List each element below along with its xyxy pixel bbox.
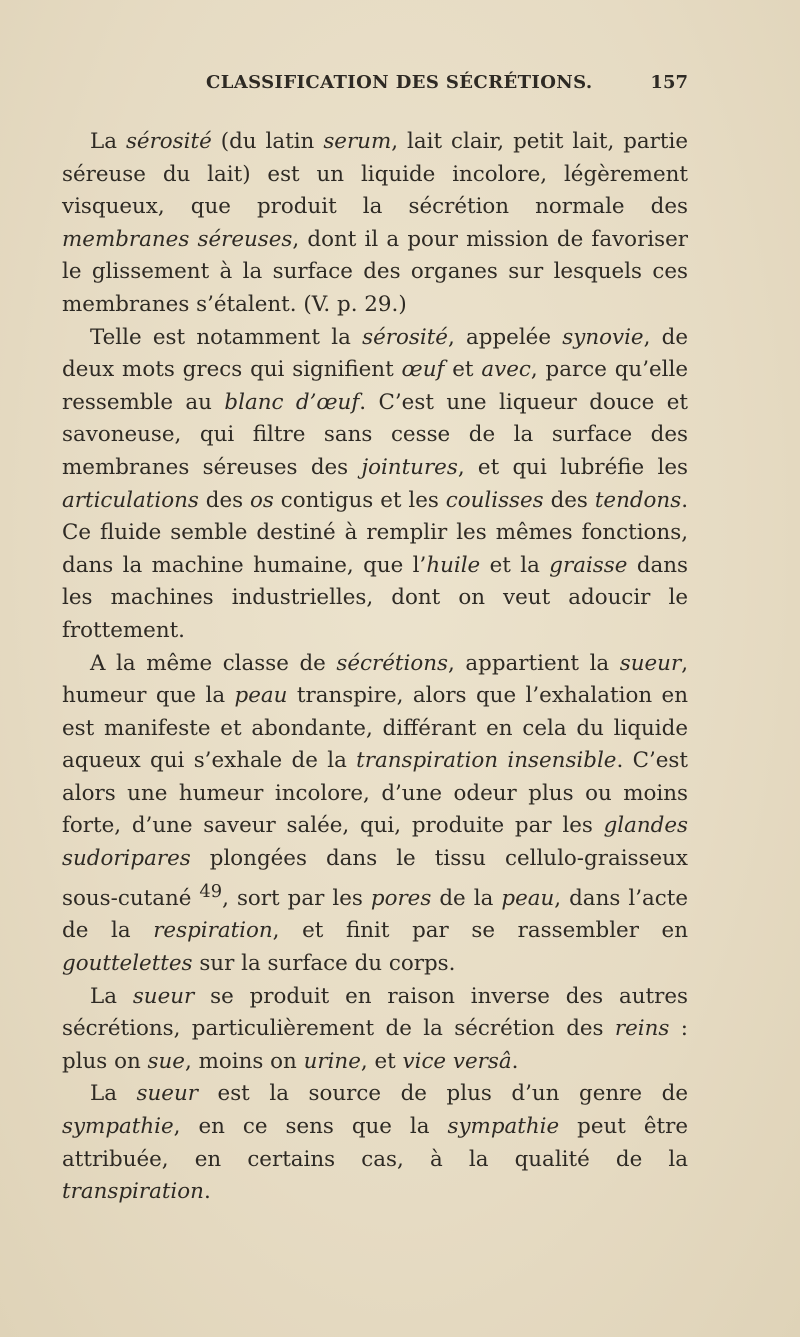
italic-term: membranes séreuses (62, 226, 293, 252)
text-run: , humeur que la (62, 650, 688, 709)
text-run: et la (480, 552, 550, 578)
paragraph (62, 126, 688, 322)
paragraph (62, 981, 688, 1079)
italic-term: sécrétions (336, 650, 448, 676)
text-run: : plus on (62, 1016, 688, 1074)
text-run: , sort par les (222, 885, 371, 911)
text-run: . C’est alors une humeur incolore, d’une odeur plus ou moins forte, d’une saveur salée, qui, produite par les (62, 748, 688, 839)
italic-term: sue (147, 1048, 185, 1074)
text-run: , parce qu’elle ressemble au (62, 357, 689, 415)
italic-term: sérosité (125, 129, 212, 154)
text-run: , moins on (184, 1048, 304, 1074)
text-run: des (198, 487, 250, 513)
text-run: sur la surface du corps. (192, 950, 456, 976)
italic-term: graisse (549, 552, 628, 578)
text-run: , et qui lubréfie les (457, 454, 688, 480)
italic-term: transpiration insensible (356, 748, 617, 774)
italic-term: glandes sudoripares (62, 813, 688, 872)
text-run: peut être attribuée, en certains cas, à la qualité de la (62, 1113, 688, 1172)
italic-term: jointures (361, 454, 458, 480)
text-run: , dont il a pour mission de favoriser le glissement à la surface des organes sur lesquels ces membranes s’étalent. (V. p. 29.) (62, 226, 688, 317)
text-run: La (90, 983, 133, 1009)
italic-term: vice versâ (402, 1048, 512, 1074)
italic-term: peau (234, 683, 288, 709)
italic-term: avec (481, 357, 531, 383)
italic-term: sueur (136, 1081, 198, 1107)
text-run: . (203, 1179, 211, 1205)
text-run: A la même classe de (90, 650, 337, 676)
italic-term: huile (426, 552, 481, 578)
text-run: transpire, alors que l’exhalation en est manifeste et abondante, différant en cela du liquide aqueux qui s’exhale de la (62, 683, 688, 774)
text-run: des (543, 487, 595, 513)
text-run: plongées dans le tissu cellulo-graisseux sous-cutané (62, 846, 688, 911)
italic-term: peau (501, 885, 555, 911)
italic-term: sympathie (447, 1113, 560, 1139)
italic-term: sueur (619, 650, 682, 676)
italic-term: sympathie (62, 1113, 174, 1139)
text-run: , dans l’acte de la (62, 885, 688, 944)
paragraph (62, 322, 688, 648)
text-run: , et (360, 1048, 403, 1074)
italic-term: synovie (562, 324, 644, 350)
text-run: contigus et les (273, 487, 446, 513)
italic-term: tendons (594, 487, 682, 513)
text-run: , de deux mots grecs qui signifient (62, 324, 689, 383)
paragraph (62, 648, 688, 981)
text-run: , et finit par se rassembler en (272, 918, 688, 944)
text-run: , appelée (447, 324, 563, 350)
italic-term: œuf (401, 357, 445, 383)
text-run: La (90, 129, 126, 154)
italic-term: sueur (132, 983, 195, 1009)
text-run: Telle est notamment la (90, 324, 363, 350)
italic-term: coulisses (445, 487, 544, 513)
italic-term: respiration (153, 918, 273, 944)
text-run: La (90, 1081, 137, 1107)
italic-term: gouttelettes (62, 950, 193, 976)
italic-term: serum (323, 129, 392, 154)
text-run: et (444, 357, 482, 383)
italic-term: blanc d’œuf (224, 389, 360, 415)
text-run: dans les machines industrielles, dont on veut adoucir le frottement. (62, 552, 689, 643)
text-run: , en ce sens que la (173, 1113, 448, 1139)
italic-term: transpiration (62, 1179, 204, 1205)
italic-term: urine (303, 1048, 361, 1074)
running-head (62, 72, 688, 102)
italic-term: sérosité (362, 324, 448, 350)
italic-term: reins (614, 1016, 670, 1042)
text-run: (du latin (211, 129, 324, 154)
italic-term: os (250, 487, 274, 513)
text-run: de la (431, 885, 502, 911)
body-text (62, 126, 688, 1209)
text-run: se produit en raison inverse des autres sécrétions, particulièrement de la sécrétion des (62, 983, 688, 1042)
text-run: . (511, 1048, 519, 1074)
italic-term: articulations (62, 487, 199, 513)
text-run: est la source de plus d’un genre de (197, 1081, 688, 1107)
text-run: . Ce fluide semble destiné à remplir les mêmes fonctions, dans la machine humaine, que l’ (62, 487, 688, 578)
footnote-marker: 49 (199, 880, 223, 902)
text-run: . C’est une liqueur douce et savoneuse, qui filtre sans cesse de la surface des membranes séreuses des (62, 389, 688, 480)
paragraph (62, 1078, 688, 1208)
page-number: 157 (650, 72, 688, 93)
running-title: CLASSIFICATION DES SÉCRÉTIONS. (206, 72, 593, 93)
text-run: , appartient la (448, 650, 620, 676)
italic-term: pores (370, 885, 432, 911)
text-run: , lait clair, petit lait, partie séreuse du lait) est un liquide incolore, légèrement visqueux, que produit la sécrétion normale des (62, 129, 688, 220)
